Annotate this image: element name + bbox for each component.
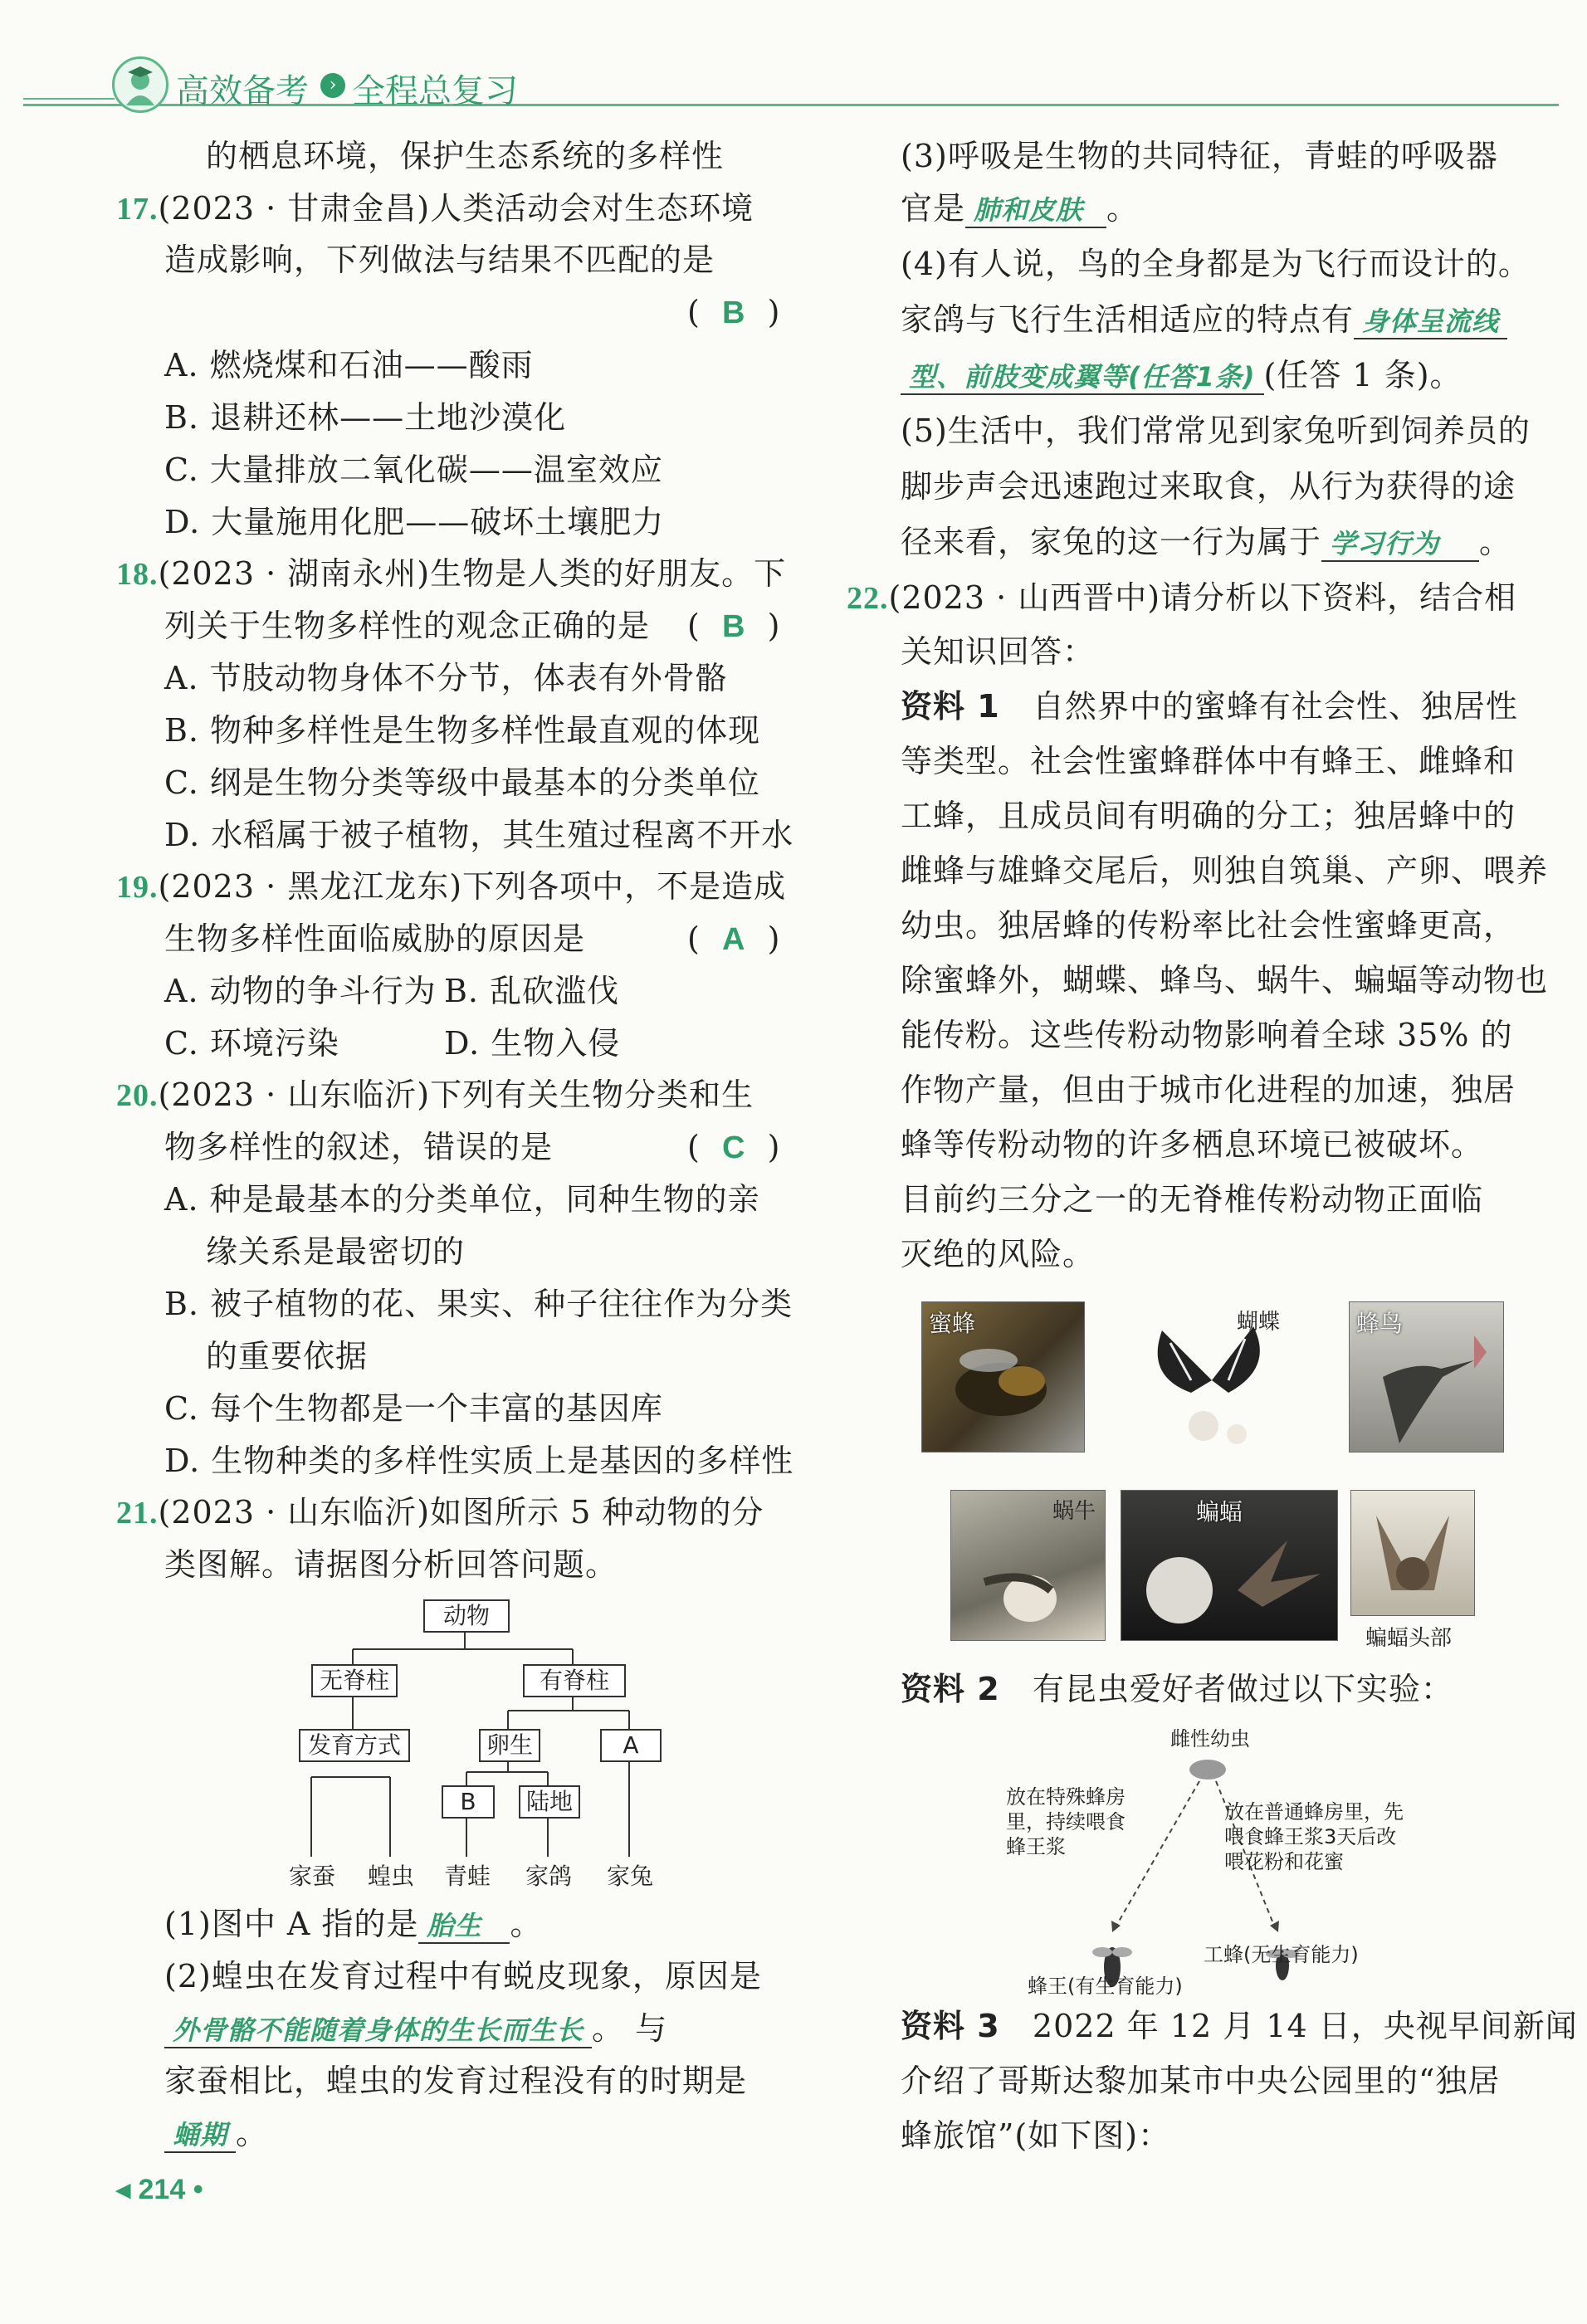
question-17-stem-2: 造成影响，下列做法与结果不匹配的是	[164, 242, 715, 278]
q21-part-4: (4)有人说，鸟的全身都是为飞行而设计的。	[901, 246, 1531, 282]
prompt: 家鸽与飞行生活相适应的特点有	[901, 301, 1355, 338]
question-19-stem	[116, 867, 786, 906]
material-1-line: 能传粉。这些传粉动物影响着全球 35% 的	[901, 1017, 1513, 1053]
answer: B	[721, 295, 746, 330]
tree-leaf-pigeon: 家鸽	[525, 1863, 573, 1890]
triangle-left-icon: ◂	[116, 2174, 139, 2205]
question-number: 21.	[116, 1496, 159, 1531]
material-3-line	[901, 2007, 1578, 2045]
larva-label: 雌性幼虫	[1170, 1727, 1250, 1750]
tree-node-oviparous: 卵生	[479, 1729, 540, 1762]
student-icon	[115, 59, 166, 110]
question-22-stem	[847, 579, 1516, 618]
option-b: B. 乱砍滥伐	[444, 973, 620, 1009]
q21-part-5: (5)生活中，我们常常见到家兔听到饲养员的	[901, 413, 1531, 449]
option-b: B. 被子植物的花、果实、种子往往作为分类	[164, 1286, 794, 1322]
tree-node-development: 发育方式	[299, 1729, 410, 1762]
question-17-stem	[116, 189, 754, 228]
question-number: 22.	[847, 581, 889, 616]
material-1-line: 等类型。社会性蜜蜂群体中有蜂王、雌蜂和	[901, 743, 1516, 779]
question-19-stem-2: 生物多样性面临威胁的原因是	[164, 920, 586, 957]
q21-part-5-line2: 脚步声会迅速跑过来取食，从行为获得的途	[901, 468, 1516, 505]
question-text: 下列有关生物分类和生	[430, 1077, 754, 1113]
answer: C	[721, 1130, 746, 1165]
question-18-stem	[116, 554, 786, 593]
punct: 。 与	[592, 2010, 668, 2047]
left-condition: 放在特殊蜂房	[1006, 1785, 1126, 1809]
q21-part-2-line3: 家蚕相比，蝗虫的发育过程没有的时期是	[164, 2063, 748, 2099]
bat-head-icon	[1351, 1491, 1474, 1615]
question-source: (2023 · 山东临沂)	[158, 1494, 431, 1531]
question-text: 生物是人类的好朋友。下	[430, 555, 787, 592]
material-1-line: 目前约三分之一的无脊椎传粉动物正面临	[901, 1181, 1484, 1218]
right-condition: 喂食蜂王浆3天后改	[1224, 1825, 1397, 1848]
option-c: C. 每个生物都是一个丰富的基因库	[164, 1390, 663, 1427]
header-logo	[112, 56, 168, 113]
photo-label: 蜂鸟	[1356, 1310, 1404, 1337]
material-text: 2022 年 12 月 14 日，央视早间新闻	[1032, 2008, 1578, 2044]
option-a: A. 节肢动物身体不分节，体表有外骨骼	[164, 660, 728, 696]
material-1-line: 幼虫。独居蜂的传粉率比社会性蜜蜂更高，	[901, 907, 1516, 944]
butterfly-icon	[1112, 1301, 1311, 1451]
answer-fill: 型、前肢变成翼等(任答1条)	[901, 360, 1264, 395]
tree-node-b: B	[442, 1785, 495, 1819]
prompt: (1)图中 A 指的是	[164, 1906, 419, 1942]
question-number: 20.	[116, 1078, 159, 1113]
punct: 。	[510, 1906, 543, 1942]
question-22-stem-2: 关知识回答：	[901, 633, 1096, 670]
material-1-line: 作物产量，但由于城市化进程的加速，独居	[901, 1072, 1516, 1108]
photo-label: 蜜蜂	[929, 1310, 976, 1337]
option-a-cont: 缘关系是最密切的	[206, 1233, 466, 1270]
dot-icon: •	[185, 2174, 203, 2205]
material-1-line: 除蜜蜂外，蝴蝶、蜂鸟、蜗牛、蝙蝠等动物也	[901, 962, 1549, 998]
q21-part-5-line3	[901, 523, 1511, 562]
answer-bracket: ( B )	[687, 294, 781, 330]
answer-fill: 身体呈流线	[1354, 305, 1507, 339]
option-a: A. 种是最基本的分类单位，同种生物的亲	[164, 1181, 760, 1218]
material-1-line: 灭绝的风险。	[901, 1236, 1096, 1272]
question-21-stem	[116, 1493, 764, 1532]
punct: 。	[236, 2115, 269, 2151]
answer-fill: 外骨骼不能随着身体的生长而生长	[164, 2014, 592, 2048]
left-condition: 里，持续喂食	[1006, 1810, 1126, 1833]
question-source: (2023 · 黑龙江龙东)	[158, 868, 463, 905]
q21-part-3: (3)呼吸是生物的共同特征，青蛙的呼吸器	[901, 138, 1498, 174]
q21-part-3-ans	[901, 189, 1139, 228]
worker-label: 工蜂(无生育能力)	[1204, 1943, 1359, 1966]
q21-part-2-ans2	[164, 2114, 268, 2153]
answer-fill: 肺和皮肤	[965, 193, 1106, 228]
photo-label: 蜗牛	[1052, 1499, 1096, 1524]
text-line: 的栖息环境，保护生态系统的多样性	[206, 138, 725, 174]
butterfly-photo	[1112, 1301, 1311, 1451]
material-text: 自然界中的蜜蜂有社会性、独居性	[1032, 688, 1518, 725]
material-1-line: 雌蜂与雄蜂交尾后，则独自筑巢、产卵、喂养	[901, 852, 1549, 889]
answer-bracket: ( B )	[687, 608, 781, 644]
question-number: 17.	[116, 192, 159, 227]
snail-photo	[950, 1490, 1106, 1641]
tree-leaf-rabbit: 家兔	[607, 1863, 654, 1890]
material-3-line: 介绍了哥斯达黎加某市中央公园里的“独居	[901, 2063, 1501, 2099]
q21-part-4-line2	[901, 300, 1507, 339]
tree-node-root: 动物	[423, 1599, 510, 1633]
answer: B	[721, 609, 746, 644]
tree-node-vertebrate: 有脊柱	[523, 1664, 626, 1697]
q21-part-4-line3	[901, 356, 1462, 395]
punct: 。	[1479, 524, 1512, 560]
hummingbird-photo	[1349, 1301, 1504, 1452]
answer-bracket: ( C )	[687, 1129, 781, 1165]
page-number-value: 214	[138, 2174, 186, 2205]
header-section: 全程总复习	[352, 72, 518, 110]
option-d: D. 生物入侵	[444, 1025, 621, 1062]
option-b-cont: 的重要依据	[206, 1338, 369, 1374]
tree-node-invertebrate: 无脊柱	[311, 1664, 398, 1697]
question-18-stem-2: 列关于生物多样性的观念正确的是	[164, 608, 651, 644]
answer-fill: 胎生	[418, 1909, 510, 1944]
bat-head-photo	[1350, 1490, 1475, 1616]
option-d: D. 生物种类的多样性实质上是基因的多样性	[164, 1443, 794, 1479]
option-a: A. 燃烧煤和石油——酸雨	[164, 347, 534, 383]
answer-bracket: ( A )	[687, 920, 781, 957]
q21-part-1	[164, 1905, 542, 1944]
right-condition: 喂花粉和花蜜	[1224, 1850, 1344, 1873]
option-d: D. 水稻属于被子植物，其生殖过程离不开水	[164, 817, 794, 853]
right-condition: 放在普通蜂房里，先	[1224, 1800, 1404, 1824]
question-number: 19.	[116, 870, 159, 905]
question-number: 18.	[116, 557, 159, 592]
option-c: C. 环境污染	[164, 1025, 339, 1062]
experiment-diagram	[996, 1718, 1428, 2000]
header-rule-thin	[23, 98, 115, 100]
option-a: A. 动物的争斗行为	[164, 973, 437, 1009]
material-label: 资料 1	[901, 688, 1000, 725]
material-label: 资料 3	[901, 2008, 1000, 2044]
material-2-line	[901, 1670, 1453, 1708]
bat-head-caption: 蝙蝠头部	[1365, 1626, 1453, 1651]
question-source: (2023 · 山西晋中)	[888, 579, 1161, 616]
question-source: (2023 · 山东临沂)	[158, 1077, 431, 1113]
option-c: C. 纲是生物分类等级中最基本的分类单位	[164, 764, 760, 801]
material-1-line: 蜂等传粉动物的许多栖息环境已被破坏。	[901, 1126, 1484, 1163]
tree-node-a: A	[600, 1729, 662, 1762]
punct: 。	[1106, 190, 1140, 227]
left-condition: 蜂王浆	[1006, 1835, 1066, 1858]
answer-fill: 学习行为	[1321, 527, 1479, 562]
answer-fill: 蛹期	[164, 2118, 236, 2153]
option-d: D. 大量施用化肥——破坏土壤肥力	[164, 504, 665, 540]
question-20-stem-2: 物多样性的叙述，错误的是	[164, 1129, 554, 1165]
prompt: 官是	[901, 190, 966, 227]
question-text: 人类活动会对生态环境	[430, 190, 754, 227]
question-text: 请分析以下资料，结合相	[1160, 579, 1517, 616]
page-number	[116, 2173, 203, 2206]
question-20-stem	[116, 1076, 754, 1115]
material-text: 有昆虫爱好者做过以下实验：	[1032, 1671, 1453, 1707]
bat-photo	[1121, 1490, 1338, 1641]
q21-part-2: (2)蝗虫在发育过程中有蜕皮现象，原因是	[164, 1958, 762, 1994]
answer: A	[721, 922, 746, 957]
option-b: B. 物种多样性是生物多样性最直观的体现	[164, 712, 761, 749]
tree-leaf-locust: 蝗虫	[368, 1863, 415, 1890]
material-1-line	[901, 687, 1518, 725]
material-label: 资料 2	[901, 1671, 1000, 1707]
option-c: C. 大量排放二氧化碳——温室效应	[164, 452, 663, 488]
material-3-line: 蜂旅馆”(如下图)：	[901, 2117, 1171, 2154]
question-21-stem-2: 类图解。请据图分析回答问题。	[164, 1546, 618, 1583]
question-text: 下列各项中，不是造成	[462, 868, 787, 905]
question-source: (2023 · 湖南永州)	[158, 555, 431, 592]
queen-label: 蜂王(有生育能力)	[1028, 1975, 1183, 1998]
photo-label: 蝴蝶	[1237, 1310, 1281, 1335]
material-1-line: 工蜂，且成员间有明确的分工；独居蜂中的	[901, 798, 1516, 834]
question-text: 如图所示 5 种动物的分	[430, 1494, 764, 1531]
header-brand: 高效备考	[176, 72, 309, 110]
question-source: (2023 · 甘肃金昌)	[158, 190, 431, 227]
tree-node-land: 陆地	[519, 1785, 580, 1819]
tree-leaf-silkworm: 家蚕	[289, 1863, 336, 1890]
q21-part-2-ans	[164, 2009, 667, 2048]
note: (任答 1 条)。	[1263, 357, 1462, 393]
prompt: 径来看，家兔的这一行为属于	[901, 524, 1322, 560]
classification-tree	[282, 1598, 681, 1897]
photo-label: 蝙蝠	[1196, 1498, 1243, 1526]
option-b: B. 退耕还林——土地沙漠化	[164, 399, 567, 436]
tree-leaf-frog: 青蛙	[444, 1863, 491, 1890]
arrow-circle-icon: ›	[320, 73, 345, 98]
bee-photo	[921, 1301, 1085, 1452]
